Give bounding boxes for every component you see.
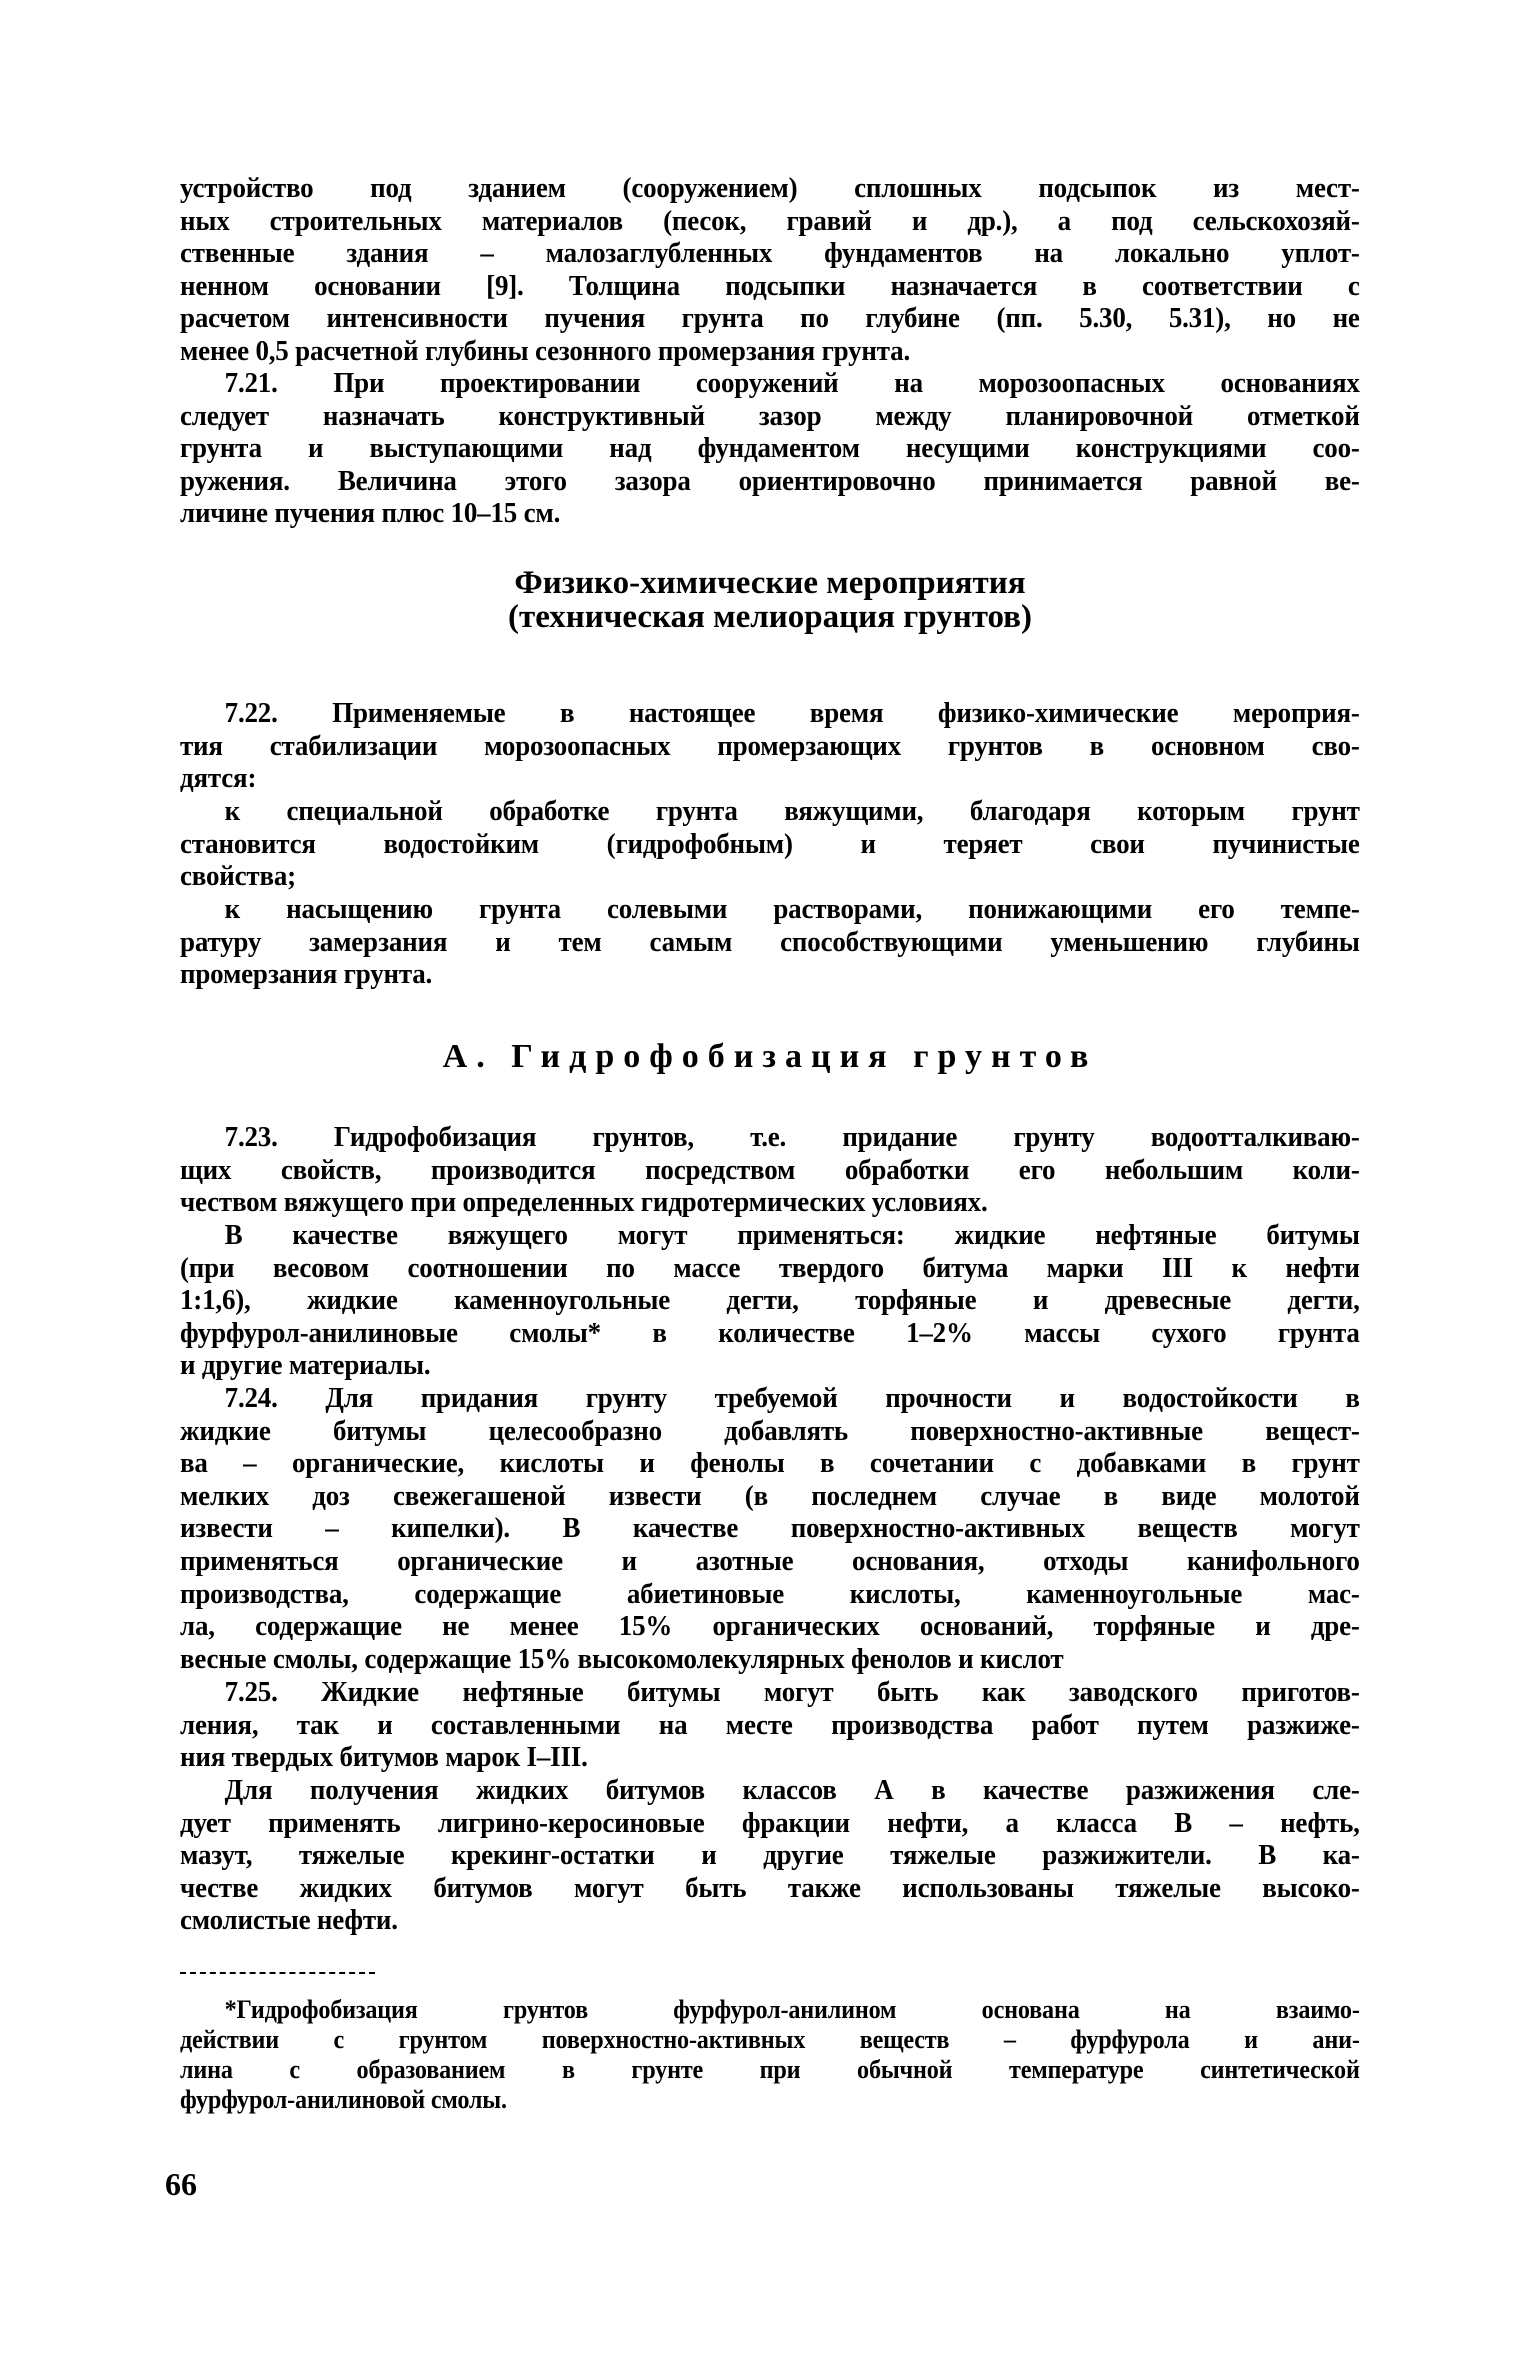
line-text: чеством вяжущего при определенных гидротермических условиях. <box>180 1186 988 1219</box>
text-line <box>180 1839 1360 1872</box>
line-text: становится водостойким (гидрофобным) и теряет свои пучинистые <box>180 827 1360 860</box>
text-line <box>180 205 1360 238</box>
text-line <box>180 958 1360 991</box>
paragraph-block <box>180 1676 1360 1774</box>
paragraph-block <box>180 893 1360 991</box>
line-text: Для получения жидких битумов классов А в качестве разжижения сле- <box>224 1774 1360 1806</box>
line-text: ружения. Величина этого зазора ориентировочно принимается равной ве- <box>180 464 1360 497</box>
text-line <box>180 1382 1360 1415</box>
text-line <box>180 762 1360 795</box>
text-line <box>180 1807 1360 1840</box>
footnote-line: фурфурол-анилиновой смолы. <box>180 2085 507 2114</box>
page-number: 66 <box>165 2166 197 2202</box>
text-line <box>180 465 1360 498</box>
paragraph-block <box>180 367 1360 530</box>
text-line <box>180 697 1360 730</box>
line-text: ственные здания – малозаглубленных фундаментов на локально уплот- <box>180 237 1360 270</box>
text-line <box>180 1545 1360 1578</box>
line-text: свойства; <box>180 860 296 893</box>
text-line <box>180 1121 1360 1154</box>
text-line <box>180 1709 1360 1742</box>
text-line <box>180 1676 1360 1709</box>
paragraph-block <box>180 1774 1360 1937</box>
line-text: (при весовом соотношении по массе твердого битума марки III к нефти <box>180 1251 1360 1284</box>
text-line <box>180 1186 1360 1219</box>
line-text: ратуру замерзания и тем самым способствующими уменьшению глубины <box>180 925 1360 958</box>
line-text: применяться органические и азотные основания, отходы канифольного <box>180 1544 1360 1577</box>
heading-line: Физико-химические мероприятия <box>514 565 1026 601</box>
line-text: расчетом интенсивности пучения грунта по глубине (пп. 5.30, 5.31), но не <box>180 302 1360 335</box>
line-text: Гидрофобизация грунтов, т.е. придание грунту водоотталкиваю- <box>277 1121 1360 1153</box>
text-line <box>180 860 1360 893</box>
section-heading-physchem <box>180 566 1360 634</box>
text-line <box>180 432 1360 465</box>
line-text: весные смолы, содержащие 15% высокомолекулярных фенолов и кислот <box>180 1642 1064 1675</box>
line-text: ления, так и составленными на месте производства работ путем разжиже- <box>180 1708 1360 1741</box>
footnote <box>180 1995 1360 2115</box>
text-line <box>180 1480 1360 1513</box>
line-text: дятся: <box>180 762 257 795</box>
paragraph-block <box>180 697 1360 795</box>
line-text: Применяемые в настоящее время физико-химические мероприя- <box>277 697 1360 729</box>
text-line <box>180 1578 1360 1611</box>
text-line <box>180 1317 1360 1350</box>
paragraph-block <box>180 172 1360 368</box>
line-text: При проектировании сооружений на морозоопасных основаниях <box>277 367 1360 399</box>
text-line <box>180 270 1360 303</box>
line-text: следует назначать конструктивный зазор между планировочной отметкой <box>180 399 1360 432</box>
text-line <box>180 302 1360 335</box>
text-line <box>180 926 1360 959</box>
line-text: тия стабилизации морозоопасных промерзающих грунтов в основном сво- <box>180 729 1360 762</box>
line-text: и другие материалы. <box>180 1349 431 1382</box>
line-text: ла, содержащие не менее 15% органических оснований, торфяные и дре- <box>180 1610 1360 1643</box>
text-line <box>180 828 1360 861</box>
footnote-line: *Гидрофобизация грунтов фурфурол-анилином основана на взаимо- <box>224 1995 1360 2024</box>
footnote-line: действии с грунтом поверхностно-активных веществ – фурфурола и ани- <box>180 2025 1360 2054</box>
line-text: мелких доз свежегашеной извести (в последнем случае в виде молотой <box>180 1479 1360 1512</box>
line-text: фурфурол-анилиновые смолы* в количестве 1–2% массы сухого грунта <box>180 1316 1360 1349</box>
clause-number: 7.22. <box>224 697 278 729</box>
text-line <box>180 1872 1360 1905</box>
line-text: личине пучения плюс 10–15 см. <box>180 497 561 530</box>
text-line <box>180 1252 1360 1285</box>
paragraph-block <box>180 795 1360 893</box>
line-text: к насыщению грунта солевыми растворами, понижающими его темпе- <box>224 893 1360 925</box>
text-line <box>180 1415 1360 1448</box>
line-text: извести – кипелки). В качестве поверхностно-активных веществ могут <box>180 1512 1360 1545</box>
text-line <box>180 400 1360 433</box>
line-text: производства, содержащие абиетиновые кислоты, каменноугольные мас- <box>180 1577 1360 1610</box>
paragraph-block <box>180 1382 1360 1675</box>
text-line <box>180 172 1360 205</box>
text-line <box>180 497 1360 530</box>
line-text: ненном основании [9]. Толщина подсыпки назначается в соответствии с <box>180 269 1360 302</box>
clause-number: 7.25. <box>224 1676 278 1708</box>
text-line <box>180 367 1360 400</box>
line-text: Жидкие нефтяные битумы могут быть как заводского приготов- <box>277 1676 1360 1708</box>
footnote-line: лина с образованием в грунте при обычной температуре синтетической <box>180 2055 1360 2084</box>
line-text: смолистые нефти. <box>180 1904 398 1937</box>
heading-line: (техническая мелиорация грунтов) <box>508 599 1032 635</box>
clause-number: 7.24. <box>224 1382 278 1414</box>
line-text: ных строительных материалов (песок, гравий и др.), а под сельскохозяй- <box>180 204 1360 237</box>
line-text: промерзания грунта. <box>180 958 433 991</box>
paragraph-block <box>180 1121 1360 1219</box>
clause-number: 7.23. <box>224 1121 278 1153</box>
footnote-separator <box>180 1972 375 1974</box>
line-text: ва – органические, кислоты и фенолы в сочетании с добавками в грунт <box>180 1447 1360 1480</box>
text-line <box>180 1774 1360 1807</box>
text-line <box>180 1447 1360 1480</box>
text-line <box>180 335 1360 368</box>
text-line <box>180 1154 1360 1187</box>
section-heading-a: А. Гидрофобизация грунтов <box>442 1038 1098 1075</box>
text-line <box>180 730 1360 763</box>
line-text: Для придания грунту требуемой прочности и водостойкости в <box>277 1382 1360 1414</box>
text-line <box>180 1741 1360 1774</box>
line-text: жидкие битумы целесообразно добавлять поверхностно-активные вещест- <box>180 1414 1360 1447</box>
line-text: менее 0,5 расчетной глубины сезонного промерзания грунта. <box>180 334 911 367</box>
line-text: мазут, тяжелые крекинг-остатки и другие тяжелые разжижители. В ка- <box>180 1839 1360 1872</box>
text-line <box>180 1904 1360 1937</box>
text-line <box>180 1219 1360 1252</box>
text-line <box>180 1512 1360 1545</box>
line-text: грунта и выступающими над фундаментом несущими конструкциями соо- <box>180 432 1360 465</box>
line-text: В качестве вяжущего могут применяться: жидкие нефтяные битумы <box>224 1219 1360 1251</box>
text-line <box>180 1610 1360 1643</box>
text-line <box>180 1349 1360 1382</box>
text-line <box>180 237 1360 270</box>
line-text: щих свойств, производится посредством обработки его небольшим коли- <box>180 1153 1360 1186</box>
line-text: ния твердых битумов марок I–III. <box>180 1741 588 1774</box>
text-line <box>180 893 1360 926</box>
line-text: честве жидких битумов могут быть также использованы тяжелые высоко- <box>180 1871 1360 1904</box>
text-line <box>180 795 1360 828</box>
text-line <box>180 1643 1360 1676</box>
line-text: 1:1,6), жидкие каменноугольные дегти, торфяные и древесные дегти, <box>180 1284 1360 1317</box>
paragraph-block <box>180 1219 1360 1382</box>
line-text: устройство под зданием (сооружением) сплошных подсыпок из мест- <box>180 172 1360 204</box>
text-line <box>180 1284 1360 1317</box>
line-text: к специальной обработке грунта вяжущими, благодаря которым грунт <box>224 795 1360 827</box>
clause-number: 7.21. <box>224 367 278 399</box>
line-text: дует применять лигрино-керосиновые фракции нефти, а класса В – нефть, <box>180 1806 1360 1839</box>
